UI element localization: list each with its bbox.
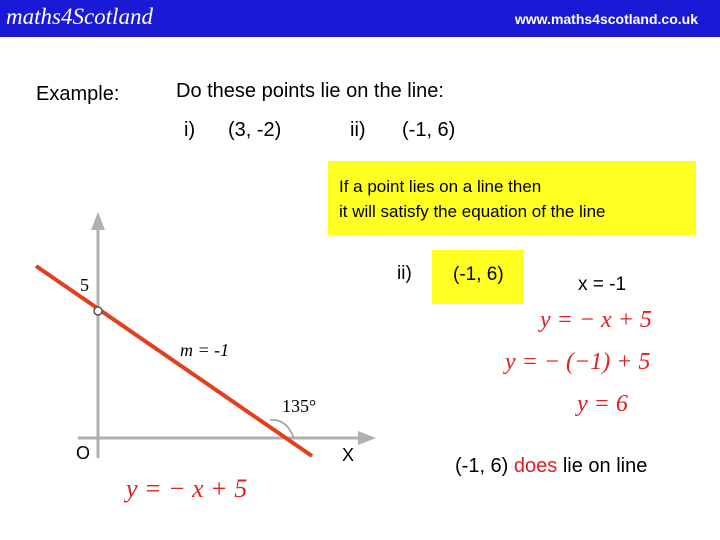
equation-step-3: y = 6: [577, 391, 628, 417]
rule-note-line-2: it will satisfy the equation of the line: [339, 202, 606, 221]
website-link[interactable]: www.maths4scotland.co.uk: [514, 11, 698, 27]
example-label: Example:: [36, 83, 120, 105]
origin-label: O: [76, 443, 91, 463]
rule-note-line-1: If a point lies on a line then: [339, 177, 542, 196]
brand-logo: maths4Scotland: [6, 4, 153, 29]
point-1: (3, -2): [228, 119, 282, 141]
x-value: x = -1: [578, 274, 627, 295]
x-axis-arrow: [358, 431, 376, 445]
point-2: (-1, 6): [402, 119, 456, 141]
equation-step-2: y = − (−1) + 5: [505, 349, 651, 375]
point-2-numeral: ii): [350, 119, 366, 141]
y-axis-arrow: [91, 212, 105, 230]
x-axis-label: X: [342, 445, 355, 465]
conclusion-does: does: [513, 455, 558, 477]
conclusion-rest: lie on line: [562, 455, 648, 477]
gradient-label: m = -1: [180, 340, 230, 360]
question-text: Do these points lie on the line:: [176, 80, 444, 102]
conclusion: [455, 455, 647, 478]
function-line: [36, 266, 312, 456]
equation-step-1: y = − x + 5: [540, 307, 652, 333]
conclusion-point: (-1, 6): [455, 455, 509, 477]
line-equation: y = − x + 5: [126, 474, 248, 503]
y-intercept-point: [94, 307, 102, 315]
working-point: (-1, 6): [453, 264, 504, 285]
working-numeral: ii): [397, 263, 412, 284]
point-1-numeral: i): [184, 119, 196, 141]
y-intercept-label: 5: [80, 275, 89, 295]
angle-label: 135°: [282, 396, 317, 416]
